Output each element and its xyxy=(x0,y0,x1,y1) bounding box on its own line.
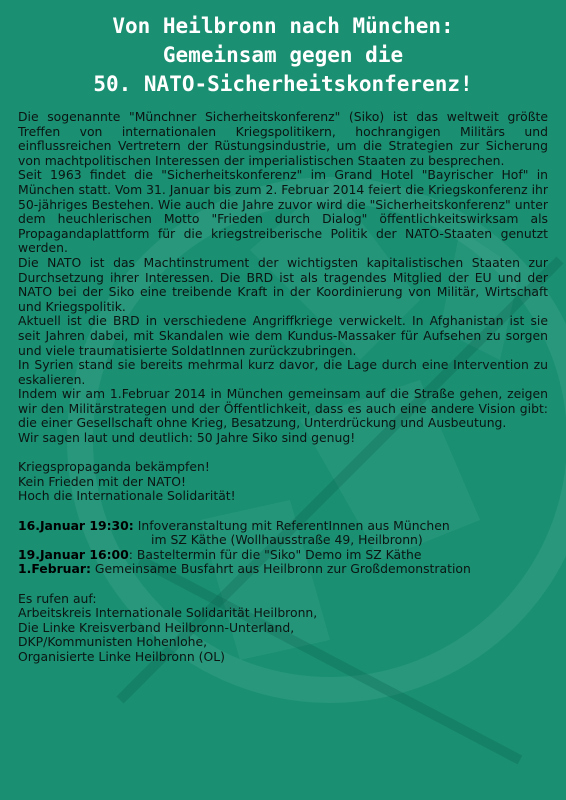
supporter-item: DKP/Kommunisten Hohenlohe, xyxy=(18,634,208,650)
headline xyxy=(0,12,566,99)
event-item xyxy=(18,519,548,534)
event-list xyxy=(18,519,548,577)
paragraph-history: Seit 1963 findet die "Sicherheitskonferenz" im Grand Hotel "Bayrischer Hof" in München statt. Vom 31. Januar bis zum 2. Februar 2014 feiert die Kriegskonferenz ihr 50-jähriges Bestehen. Wie auch die Jahre zuvor wird die "Sicherheitskonferenz" unter dem heuchlerischen Motto "Frieden durch Dialog" öffentlichkeitswirksam als Propagandaplattform für die kriegstreiberische Politik der NATO-Staaten genutzt werden. xyxy=(18,167,548,256)
event-date: 16.Januar 19:30: xyxy=(18,517,134,533)
supporters-heading: Es rufen auf: xyxy=(18,590,97,606)
paragraph-nato: Die NATO ist das Machtinstrument der wichtigsten kapitalistischen Staaten zur Durchsetzung ihrer Interessen. Die BRD ist als tragendes Mitglied der EU und der NATO bei der Siko eine treibende Kraft in der Koordinierung von Militär, Wirtschaft und Kriegspolitik. xyxy=(18,254,548,314)
slogan: Hoch die Internationale Solidarität! xyxy=(18,488,236,504)
event-description: Gemeinsame Busfahrt aus Heilbronn zur Großdemonstration xyxy=(94,561,471,577)
headline-line-3: 50. NATO-Sicherheitskonferenz! xyxy=(93,72,473,96)
event-description: : Basteltermin für die "Siko" Demo im SZ Käthe xyxy=(128,546,422,562)
event-date: 19.Januar 16:00 xyxy=(18,546,129,562)
supporter-item: Organisierte Linke Heilbronn (OL) xyxy=(18,648,225,664)
supporter-item: Die Linke Kreisverband Heilbronn-Unterland, xyxy=(18,619,295,635)
headline-line-1: Von Heilbronn nach München: xyxy=(112,14,454,38)
slogan: Kriegspropaganda bekämpfen! xyxy=(18,459,210,475)
event-item xyxy=(18,562,548,577)
slogan: Kein Frieden mit der NATO! xyxy=(18,473,186,489)
paragraph-intro: Die sogenannte "Münchner Sicherheitskonferenz" (Siko) ist das weltweit größte Treffen von internationalen Kriegspolitikern, hochrangigen Militärs und einflussreichen Vertretern der Rüstungsindustrie, um die Strategien zur Sicherung von machtpolitischen Interessen der imperialistischen Staaten zu besprechen. xyxy=(18,109,548,168)
paragraph-syria: In Syrien stand sie bereits mehrmal kurz davor, die Lage durch eine Intervention zu eskalieren. xyxy=(18,357,548,387)
headline-line-2: Gemeinsam gegen die xyxy=(162,43,404,67)
event-location: im SZ Käthe (Wollhausstraße 49, Heilbronn) xyxy=(151,532,423,548)
paragraph-conclusion: Wir sagen laut und deutlich: 50 Jahre Siko sind genug! xyxy=(18,430,356,446)
event-date: 1.Februar: xyxy=(18,561,91,577)
paragraph-afghanistan: Aktuell ist die BRD in verschiedene Angriffkriege verwickelt. In Afghanistan ist sie seit Jahren dabei, mit Skandalen wie dem Kundus-Massaker für Aufsehen zu sorgen und viele traumatisierte SoldatInnen zurückzubringen. xyxy=(18,313,548,358)
paragraph-demo: Indem wir am 1.Februar 2014 in München gemeinsam auf die Straße gehen, zeigen wir den Militärstrategen und der Öffentlichkeit, dass es auch eine andere Vision gibt: die einer Gesellschaft ohne Krieg, Besatzung, Unterdrückung und Ausbeutung. xyxy=(18,386,548,431)
flyer-body xyxy=(18,110,548,665)
supporter-item: Arbeitskreis Internationale Solidarität Heilbronn, xyxy=(18,605,318,621)
slogans xyxy=(18,460,548,504)
supporters xyxy=(18,592,548,665)
event-description: Infoveranstaltung mit ReferentInnen aus München xyxy=(137,517,450,533)
event-item xyxy=(18,548,548,563)
